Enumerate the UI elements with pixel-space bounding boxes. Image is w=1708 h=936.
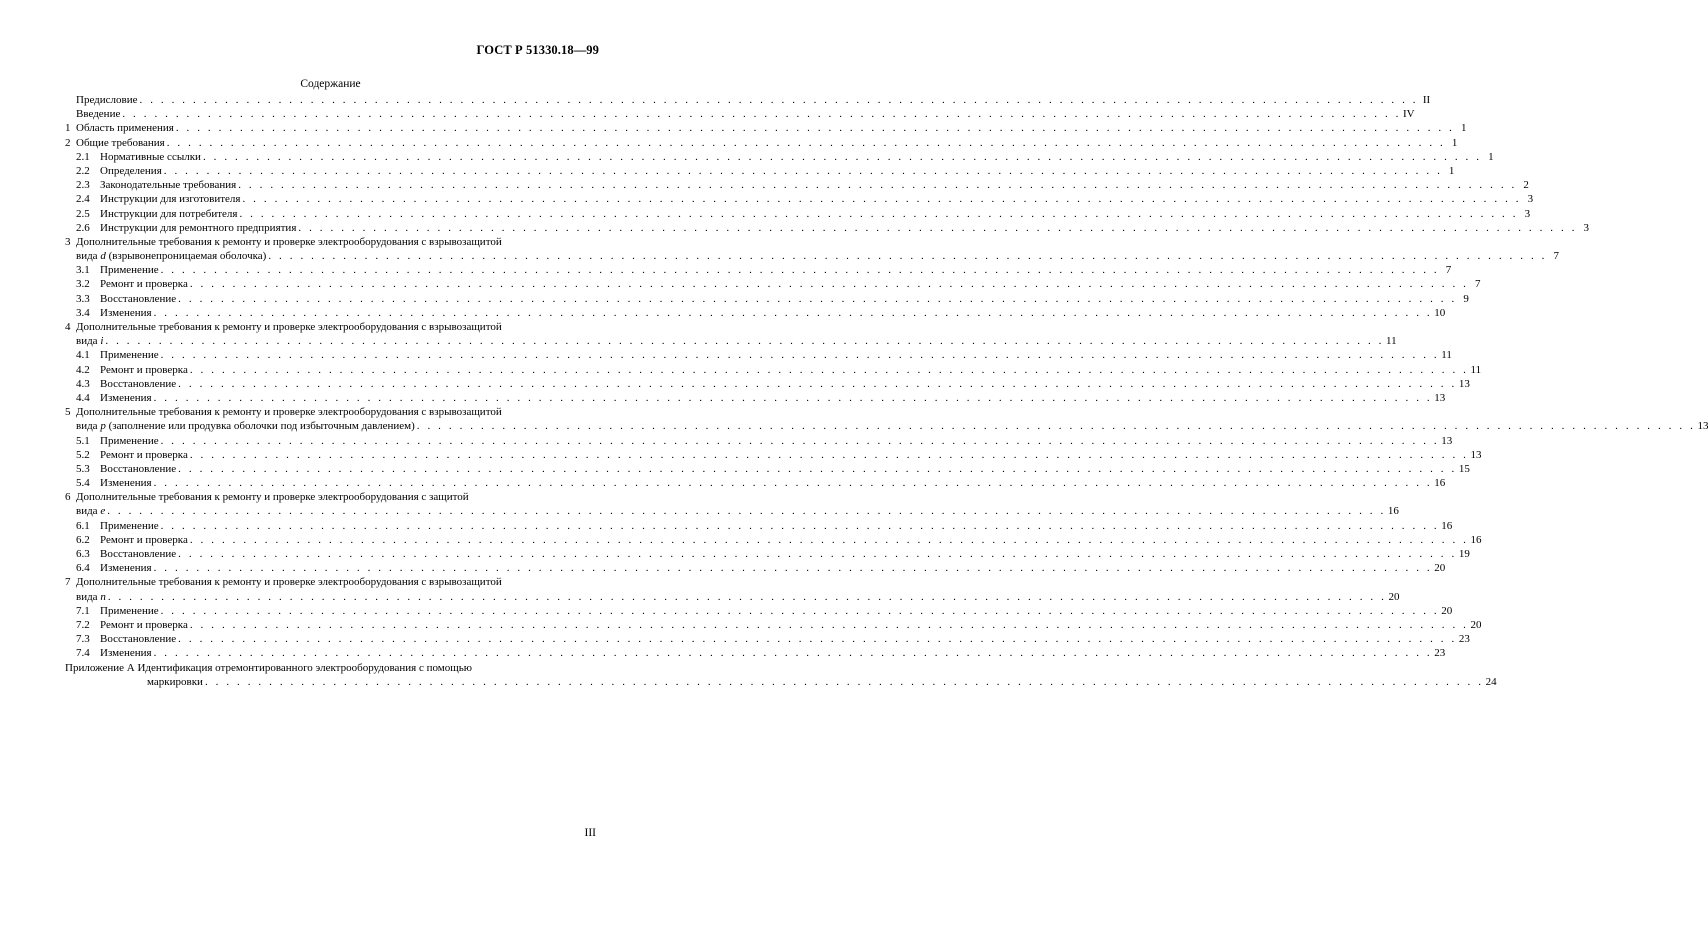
toc-entry[interactable] xyxy=(65,320,597,334)
toc-leader-dots: . . . . . . . . . . . . . . . . . . . . . . . . . . . . . . . . . . . . . . . . . . . . . . . . . . . . . . . . . . . . . . . . . . . . . . . . . . . . . . . . . . . . . . . . . . . . . . . . . . . . . . . . . . . . . . . . . . . . . . . . xyxy=(105,335,1385,348)
toc-entry[interactable] xyxy=(65,121,1467,135)
toc-leader-dots: . . . . . . . . . . . . . . . . . . . . . . . . . . . . . . . . . . . . . . . . . . . . . . . . . . . . . . . . . . . . . . . . . . . . . . . . . . . . . . . . . . . . . . . . . . . . . . . . . . . . . . . . . . . . . . . . . . . . . . . . xyxy=(178,462,1457,475)
toc-entry-page: 16 xyxy=(1441,519,1453,532)
toc-entry-label: Область применения xyxy=(76,122,174,135)
toc-leader-dots: . . . . . . . . . . . . . . . . . . . . . . . . . . . . . . . . . . . . . . . . . . . . . . . . . . . . . . . . . . . . . . . . . . . . . . . . . . . . . . . . . . . . . . . . . . . . . . . . . . . . . . . . . . . . . . . . . . . . . . . . xyxy=(160,604,1440,617)
toc-entry-page: 13 xyxy=(1697,420,1708,433)
toc-title: Содержание xyxy=(300,78,361,90)
toc-leader-dots: . . . . . . . . . . . . . . . . . . . . . . . . . . . . . . . . . . . . . . . . . . . . . . . . . . . . . . . . . . . . . . . . . . . . . . . . . . . . . . . . . . . . . . . . . . . . . . . . . . . . . . . . . . . . . . . . . . . . . . . . xyxy=(189,278,1469,291)
toc-entry[interactable] xyxy=(65,618,1482,632)
toc-leader-dots: . . . . . . . . . . . . . . . . . . . . . . . . . . . . . . . . . . . . . . . . . . . . . . . . . . . . . . . . . . . . . . . . . . . . . . . . . . . . . . . . . . . . . . . . . . . . . . . . . . . . . . . . . . . . . . . . . . . . . . . . xyxy=(268,250,1547,263)
toc-entry-label-prefix: вида xyxy=(76,420,101,433)
toc-entry-label: Дополнительные требования к ремонту и проверке электрооборудования с защитой xyxy=(76,491,469,504)
toc-entry-number: 4.1 xyxy=(76,349,90,362)
toc-entry[interactable] xyxy=(65,434,1453,448)
toc-leader-dots: . . . . . . . . . . . . . . . . . . . . . . . . . . . . . . . . . . . . . . . . . . . . . . . . . . . . . . . . . . . . . . . . . . . . . . . . . . . . . . . . . . . . . . . . . . . . . . . . . . . . . . . . . . . . . . . . . . . . . . . . xyxy=(153,647,1433,660)
toc-leader-dots: . . . . . . . . . . . . . . . . . . . . . . . . . . . . . . . . . . . . . . . . . . . . . . . . . . . . . . . . . . . . . . . . . . . . . . . . . . . . . . . . . . . . . . . . . . . . . . . . . . . . . . . . . . . . . . . . . . . . . . . . xyxy=(178,377,1457,390)
toc-entry-continuation xyxy=(65,334,1397,348)
toc-entry-number: 6.3 xyxy=(76,548,90,560)
toc-entry[interactable] xyxy=(65,391,1446,405)
toc-entry-label: Законодательные требования xyxy=(100,179,237,192)
toc-entry[interactable] xyxy=(65,150,1494,164)
toc-entry-number: 4.3 xyxy=(76,377,90,390)
toc-leader-dots: . . . . . . . . . . . . . . . . . . . . . . . . . . . . . . . . . . . . . . . . . . . . . . . . . . . . . . . . . . . . . . . . . . . . . . . . . . . . . . . . . . . . . . . . . . . . . . . . . . . . . . . . . . . . . . . . . . . . . . . . xyxy=(189,533,1469,546)
toc-leader-dots: . . . . . . . . . . . . . . . . . . . . . . . . . . . . . . . . . . . . . . . . . . . . . . . . . . . . . . . . . . . . . . . . . . . . . . . . . . . . . . . . . . . . . . . . . . . . . . . . . . . . . . . . . . . . . . . . . . . . . . . . xyxy=(242,193,1522,206)
toc-entry-label: Введение xyxy=(76,108,121,121)
toc-entry[interactable] xyxy=(65,646,1446,660)
toc-entry[interactable] xyxy=(65,207,1531,221)
toc-entry-page: 16 xyxy=(1470,533,1482,546)
toc-entry-number: 6.4 xyxy=(76,562,90,575)
toc-entry-label: Ремонт и проверка xyxy=(100,278,188,291)
toc-entry-label: Ремонт и проверка xyxy=(100,448,188,461)
toc-entry-label: Ремонт и проверка xyxy=(100,618,188,631)
toc-entry[interactable] xyxy=(65,561,1446,575)
toc-entry-number: 7 xyxy=(65,576,71,589)
toc-leader-dots: . . . . . . . . . . . . . . . . . . . . . . . . . . . . . . . . . . . . . . . . . . . . . . . . . . . . . . . . . . . . . . . . . . . . . . . . . . . . . . . . . . . . . . . . . . . . . . . . . . . . . . . . . . . . . . . . . . . . . . . . xyxy=(416,420,1696,433)
toc-entry-label-var: i xyxy=(100,335,104,348)
toc-entry-number: 2.5 xyxy=(76,207,90,220)
toc-entry-label-cont xyxy=(76,504,105,518)
toc-entry-page: 1 xyxy=(1451,136,1458,149)
toc-entry-page: 20 xyxy=(1388,590,1400,603)
toc-entry-page: 11 xyxy=(1386,335,1397,348)
toc-entry[interactable] xyxy=(65,476,1446,490)
toc-entry-page: 11 xyxy=(1470,363,1482,376)
toc-leader-dots: . . . . . . . . . . . . . . . . . . . . . . . . . . . . . . . . . . . . . . . . . . . . . . . . . . . . . . . . . . . . . . . . . . . . . . . . . . . . . . . . . . . . . . . . . . . . . . . . . . . . . . . . . . . . . . . . . . . . . . . . xyxy=(239,207,1519,220)
toc-entry[interactable] xyxy=(65,363,1482,377)
toc-leader-dots: . . . . . . . . . . . . . . . . . . . . . . . . . . . . . . . . . . . . . . . . . . . . . . . . . . . . . . . . . . . . . . . . . . . . . . . . . . . . . . . . . . . . . . . . . . . . . . . . . . . . . . . . . . . . . . . . . . . . . . . . xyxy=(175,122,1455,135)
toc-entry-page: 7 xyxy=(1475,278,1481,291)
toc-entry-label: Изменения xyxy=(100,647,152,660)
toc-entry-number: 2.4 xyxy=(76,193,90,206)
toc-entry-label-suffix: (взрывонепроницаемая оболочка) xyxy=(105,250,267,263)
toc-leader-dots: . . . . . . . . . . . . . . . . . . . . . . . . . . . . . . . . . . . . . . . . . . . . . . . . . . . . . . . . . . . . . . . . . . . . . . . . . . . . . . . . . . . . . . . . . . . . . . . . . . . . . . . . . . . . . . . . . . . . . . . . xyxy=(204,675,1484,688)
toc-entry-number: 5.1 xyxy=(76,434,90,447)
toc-entry-label: Дополнительные требования к ремонту и проверке электрооборудования с взрывозащитой xyxy=(76,406,502,419)
toc-entry[interactable] xyxy=(65,292,1469,306)
toc-entry-label: Восстановление xyxy=(100,633,177,646)
toc-entry-label: Инструкции для ремонтного предприятия xyxy=(100,221,297,234)
toc-entry-number: 3.3 xyxy=(76,292,90,305)
toc-entry[interactable] xyxy=(65,306,1446,320)
toc-entry-label: Дополнительные требования к ремонту и проверке электрооборудования с взрывозащитой xyxy=(76,321,502,333)
toc-entry-label-var: d xyxy=(100,250,106,263)
toc-leader-dots: . . . . . . . . . . . . . . . . . . . . . . . . . . . . . . . . . . . . . . . . . . . . . . . . . . . . . . . . . . . . . . . . . . . . . . . . . . . . . . . . . . . . . . . . . . . . . . . . . . . . . . . . . . . . . . . . . . . . . . . . xyxy=(153,306,1433,319)
page-number: III xyxy=(584,827,596,839)
toc-entry-number: 5.3 xyxy=(76,462,90,475)
toc-entry-label: Общие требования xyxy=(76,136,165,149)
toc-entry-number: 3 xyxy=(65,235,71,248)
toc-entry-number: 7.2 xyxy=(76,618,90,631)
toc-entry-number: 3.1 xyxy=(76,264,90,277)
toc-entry-page: 16 xyxy=(1387,505,1399,518)
toc-entry[interactable] xyxy=(65,235,597,249)
toc-entry-page: 20 xyxy=(1441,604,1453,617)
toc-entry[interactable] xyxy=(65,93,1431,107)
toc-leader-dots: . . . . . . . . . . . . . . . . . . . . . . . . . . . . . . . . . . . . . . . . . . . . . . . . . . . . . . . . . . . . . . . . . . . . . . . . . . . . . . . . . . . . . . . . . . . . . . . . . . . . . . . . . . . . . . . . . . . . . . . . xyxy=(160,519,1440,532)
toc-entry[interactable] xyxy=(65,604,1453,618)
toc-entry-page: 23 xyxy=(1434,647,1446,660)
toc-entry-page: II xyxy=(1422,94,1431,106)
toc-entry-label-cont xyxy=(76,419,415,433)
toc-leader-dots: . . . . . . . . . . . . . . . . . . . . . . . . . . . . . . . . . . . . . . . . . . . . . . . . . . . . . . . . . . . . . . . . . . . . . . . . . . . . . . . . . . . . . . . . . . . . . . . . . . . . . . . . . . . . . . . . . . . . . . . . xyxy=(122,108,1401,121)
toc-entry-number: 3.4 xyxy=(76,306,90,319)
toc-entry-label-prefix: вида xyxy=(76,250,101,263)
toc-leader-dots: . . . . . . . . . . . . . . . . . . . . . . . . . . . . . . . . . . . . . . . . . . . . . . . . . . . . . . . . . . . . . . . . . . . . . . . . . . . . . . . . . . . . . . . . . . . . . . . . . . . . . . . . . . . . . . . . . . . . . . . . xyxy=(189,618,1469,631)
toc-entry-label: Инструкции для изготовителя xyxy=(100,193,241,206)
toc-leader-dots: . . . . . . . . . . . . . . . . . . . . . . . . . . . . . . . . . . . . . . . . . . . . . . . . . . . . . . . . . . . . . . . . . . . . . . . . . . . . . . . . . . . . . . . . . . . . . . . . . . . . . . . . . . . . . . . . . . . . . . . . xyxy=(160,264,1440,277)
toc-entry[interactable] xyxy=(65,164,1455,178)
toc-entry-page: 2 xyxy=(1523,179,1529,192)
toc-entry-page: 19 xyxy=(1458,548,1470,560)
toc-entry-continuation xyxy=(65,419,1708,433)
toc-entry[interactable] xyxy=(65,377,1470,391)
toc-leader-dots: . . . . . . . . . . . . . . . . . . . . . . . . . . . . . . . . . . . . . . . . . . . . . . . . . . . . . . . . . . . . . . . . . . . . . . . . . . . . . . . . . . . . . . . . . . . . . . . . . . . . . . . . . . . . . . . . . . . . . . . . xyxy=(160,349,1440,362)
toc-entry-page: 7 xyxy=(1445,264,1452,277)
toc-entry[interactable] xyxy=(65,448,1482,462)
toc-entry-number: 2.6 xyxy=(76,221,90,234)
toc-entry[interactable] xyxy=(65,277,1481,291)
toc-entry[interactable] xyxy=(65,462,1470,476)
toc-entry-label-cont xyxy=(147,675,203,689)
toc-entry-page: 1 xyxy=(1448,164,1455,177)
toc-entry-number: 7.1 xyxy=(76,604,90,617)
toc-entry-page: 1 xyxy=(1488,150,1494,163)
toc-entry-label-cont xyxy=(76,334,103,348)
toc-entry-page: 13 xyxy=(1434,391,1446,404)
toc-entry-number: 2.2 xyxy=(76,164,90,177)
toc-entry-label-var: p xyxy=(100,420,106,433)
toc-entry[interactable] xyxy=(65,107,1415,121)
toc-entry-label: Применение xyxy=(100,604,159,617)
toc-entry[interactable] xyxy=(65,263,1452,277)
toc-leader-dots: . . . . . . . . . . . . . . . . . . . . . . . . . . . . . . . . . . . . . . . . . . . . . . . . . . . . . . . . . . . . . . . . . . . . . . . . . . . . . . . . . . . . . . . . . . . . . . . . . . . . . . . . . . . . . . . . . . . . . . . . xyxy=(160,434,1440,447)
toc-entry-label-var: n xyxy=(100,590,106,603)
toc-entry-page: IV xyxy=(1403,108,1415,121)
toc-entry[interactable] xyxy=(65,405,597,419)
toc-leader-dots: . . . . . . . . . . . . . . . . . . . . . . . . . . . . . . . . . . . . . . . . . . . . . . . . . . . . . . . . . . . . . . . . . . . . . . . . . . . . . . . . . . . . . . . . . . . . . . . . . . . . . . . . . . . . . . . . . . . . . . . . xyxy=(166,136,1446,149)
toc-entry[interactable] xyxy=(65,136,1458,150)
toc-entry[interactable] xyxy=(65,490,597,504)
toc-entry-label: Восстановление xyxy=(100,548,177,560)
toc-entry-number: 3.2 xyxy=(76,278,90,291)
toc-entry-label-cont xyxy=(76,249,266,263)
toc-leader-dots: . . . . . . . . . . . . . . . . . . . . . . . . . . . . . . . . . . . . . . . . . . . . . . . . . . . . . . . . . . . . . . . . . . . . . . . . . . . . . . . . . . . . . . . . . . . . . . . . . . . . . . . . . . . . . . . . . . . . . . . . xyxy=(153,477,1433,490)
toc-entry-label: Восстановление xyxy=(100,292,177,305)
toc-entry-label: Восстановление xyxy=(100,462,177,475)
toc-entry-number: 2.1 xyxy=(76,150,90,163)
toc-leader-dots: . . . . . . . . . . . . . . . . . . . . . . . . . . . . . . . . . . . . . . . . . . . . . . . . . . . . . . . . . . . . . . . . . . . . . . . . . . . . . . . . . . . . . . . . . . . . . . . . . . . . . . . . . . . . . . . . . . . . . . . . xyxy=(163,164,1443,177)
toc-entry[interactable] xyxy=(65,661,597,675)
toc-entry-label-prefix: вида xyxy=(76,590,101,603)
toc-leader-dots: . . . . . . . . . . . . . . . . . . . . . . . . . . . . . . . . . . . . . . . . . . . . . . . . . . . . . . . . . . . . . . . . . . . . . . . . . . . . . . . . . . . . . . . . . . . . . . . . . . . . . . . . . . . . . . . . . . . . . . . . xyxy=(178,292,1457,305)
toc-entry-label: Восстановление xyxy=(100,377,177,390)
toc-entry-label: Применение xyxy=(100,434,159,447)
toc-entry-label: Применение xyxy=(100,264,159,277)
toc-entry-label-prefix: вида xyxy=(76,505,101,518)
toc-entry-continuation xyxy=(65,504,1399,518)
toc-entry-number: 5 xyxy=(65,406,71,419)
toc-entry[interactable] xyxy=(65,533,1482,547)
toc-entry-label: Изменения xyxy=(100,391,152,404)
toc-entry-number: 7.3 xyxy=(76,633,90,646)
toc-entry-label-var: e xyxy=(100,505,106,518)
toc-entry-number: 5.2 xyxy=(76,448,90,461)
toc-entry-page: 11 xyxy=(1441,349,1452,362)
toc-entry[interactable] xyxy=(65,519,1453,533)
toc-entry-number: 4 xyxy=(65,321,71,333)
toc-entry[interactable] xyxy=(65,632,1470,646)
toc-entry[interactable] xyxy=(65,575,597,589)
toc-entry-label: Предисловие xyxy=(76,94,138,106)
toc-leader-dots: . . . . . . . . . . . . . . . . . . . . . . . . . . . . . . . . . . . . . . . . . . . . . . . . . . . . . . . . . . . . . . . . . . . . . . . . . . . . . . . . . . . . . . . . . . . . . . . . . . . . . . . . . . . . . . . . . . . . . . . . xyxy=(189,448,1469,461)
toc-entry-label: Определения xyxy=(100,164,162,177)
toc-entry-label: Изменения xyxy=(100,306,152,319)
toc-entry-page: 10 xyxy=(1434,306,1446,319)
toc-entry-page: 20 xyxy=(1434,562,1446,575)
toc-entry-label-suffix: (заполнение или продувка оболочки под избыточным давлением) xyxy=(105,420,415,433)
toc-entry-label-cont xyxy=(76,590,106,604)
toc-entry-label: Применение xyxy=(100,349,159,362)
toc-leader-dots: . . . . . . . . . . . . . . . . . . . . . . . . . . . . . . . . . . . . . . . . . . . . . . . . . . . . . . . . . . . . . . . . . . . . . . . . . . . . . . . . . . . . . . . . . . . . . . . . . . . . . . . . . . . . . . . . . . . . . . . . xyxy=(238,179,1517,192)
toc-entry-label: Приложение А Идентификация отремонтированного электрооборудования с помощью xyxy=(65,661,472,674)
toc-leader-dots: . . . . . . . . . . . . . . . . . . . . . . . . . . . . . . . . . . . . . . . . . . . . . . . . . . . . . . . . . . . . . . . . . . . . . . . . . . . . . . . . . . . . . . . . . . . . . . . . . . . . . . . . . . . . . . . . . . . . . . . . xyxy=(153,562,1433,575)
toc-entry[interactable] xyxy=(65,221,1590,235)
toc-entry-number: 6.2 xyxy=(76,533,90,546)
toc-entry-page: 3 xyxy=(1524,207,1531,220)
toc-entry-number: 2.3 xyxy=(76,179,90,192)
toc-leader-dots: . . . . . . . . . . . . . . . . . . . . . . . . . . . . . . . . . . . . . . . . . . . . . . . . . . . . . . . . . . . . . . . . . . . . . . . . . . . . . . . . . . . . . . . . . . . . . . . . . . . . . . . . . . . . . . . . . . . . . . . . xyxy=(107,505,1386,518)
toc-leader-dots: . . . . . . . . . . . . . . . . . . . . . . . . . . . . . . . . . . . . . . . . . . . . . . . . . . . . . . . . . . . . . . . . . . . . . . . . . . . . . . . . . . . . . . . . . . . . . . . . . . . . . . . . . . . . . . . . . . . . . . . . xyxy=(139,94,1419,106)
table-of-contents xyxy=(65,93,1708,689)
toc-entry-continuation xyxy=(65,675,1497,689)
toc-entry-number: 2 xyxy=(65,136,71,149)
toc-entry-page: 13 xyxy=(1458,377,1470,390)
toc-entry-page: 9 xyxy=(1463,292,1469,305)
toc-leader-dots: . . . . . . . . . . . . . . . . . . . . . . . . . . . . . . . . . . . . . . . . . . . . . . . . . . . . . . . . . . . . . . . . . . . . . . . . . . . . . . . . . . . . . . . . . . . . . . . . . . . . . . . . . . . . . . . . . . . . . . . . xyxy=(298,221,1578,234)
toc-entry-label: Дополнительные требования к ремонту и проверке электрооборудования с взрывозащитой xyxy=(76,576,502,589)
toc-entry-page: 24 xyxy=(1485,675,1497,688)
toc-entry-label: Применение xyxy=(100,519,159,532)
toc-entry-page: 3 xyxy=(1583,221,1590,234)
toc-entry-label-prefix: маркировки xyxy=(147,675,203,688)
document-number: ГОСТ Р 51330.18—99 xyxy=(476,43,599,57)
toc-leader-dots: . . . . . . . . . . . . . . . . . . . . . . . . . . . . . . . . . . . . . . . . . . . . . . . . . . . . . . . . . . . . . . . . . . . . . . . . . . . . . . . . . . . . . . . . . . . . . . . . . . . . . . . . . . . . . . . . . . . . . . . . xyxy=(107,590,1387,603)
toc-entry-page: 3 xyxy=(1527,193,1534,206)
toc-entry-label: Ремонт и проверка xyxy=(100,533,188,546)
toc-entry-page: 20 xyxy=(1470,618,1482,631)
toc-entry-continuation xyxy=(65,249,1559,263)
toc-leader-dots: . . . . . . . . . . . . . . . . . . . . . . . . . . . . . . . . . . . . . . . . . . . . . . . . . . . . . . . . . . . . . . . . . . . . . . . . . . . . . . . . . . . . . . . . . . . . . . . . . . . . . . . . . . . . . . . . . . . . . . . . xyxy=(178,633,1457,646)
toc-entry-number: 5.4 xyxy=(76,477,90,490)
toc-entry-label-prefix: вида xyxy=(76,335,101,348)
toc-entry-number: 6 xyxy=(65,491,71,504)
toc-entry-page: 13 xyxy=(1470,448,1482,461)
toc-entry-number: 4.2 xyxy=(76,363,90,376)
toc-entry-page: 7 xyxy=(1553,250,1559,263)
toc-entry-label: Изменения xyxy=(100,477,152,490)
toc-leader-dots: . . . . . . . . . . . . . . . . . . . . . . . . . . . . . . . . . . . . . . . . . . . . . . . . . . . . . . . . . . . . . . . . . . . . . . . . . . . . . . . . . . . . . . . . . . . . . . . . . . . . . . . . . . . . . . . . . . . . . . . . xyxy=(153,391,1433,404)
toc-entry-number: 1 xyxy=(65,122,71,135)
toc-leader-dots: . . . . . . . . . . . . . . . . . . . . . . . . . . . . . . . . . . . . . . . . . . . . . . . . . . . . . . . . . . . . . . . . . . . . . . . . . . . . . . . . . . . . . . . . . . . . . . . . . . . . . . . . . . . . . . . . . . . . . . . . xyxy=(189,363,1469,376)
toc-entry[interactable] xyxy=(65,178,1529,192)
toc-entry-page: 13 xyxy=(1441,434,1453,447)
toc-entry-label: Нормативные ссылки xyxy=(100,150,201,163)
toc-entry[interactable] xyxy=(65,192,1534,206)
toc-entry-label: Ремонт и проверка xyxy=(100,363,188,376)
toc-entry-page: 16 xyxy=(1434,477,1446,490)
toc-entry[interactable] xyxy=(65,348,1452,362)
toc-entry-continuation xyxy=(65,590,1400,604)
toc-entry-number: 4.4 xyxy=(76,391,90,404)
toc-entry-page: 15 xyxy=(1458,462,1470,475)
toc-entry-page: 23 xyxy=(1458,633,1470,646)
toc-entry-label: Дополнительные требования к ремонту и проверке электрооборудования с взрывозащитой xyxy=(76,235,502,248)
toc-leader-dots: . . . . . . . . . . . . . . . . . . . . . . . . . . . . . . . . . . . . . . . . . . . . . . . . . . . . . . . . . . . . . . . . . . . . . . . . . . . . . . . . . . . . . . . . . . . . . . . . . . . . . . . . . . . . . . . . . . . . . . . . xyxy=(178,548,1457,560)
toc-entry-page: 1 xyxy=(1460,122,1467,135)
toc-entry-label: Инструкции для потребителя xyxy=(100,207,238,220)
toc-entry-number: 6.1 xyxy=(76,519,90,532)
toc-leader-dots: . . . . . . . . . . . . . . . . . . . . . . . . . . . . . . . . . . . . . . . . . . . . . . . . . . . . . . . . . . . . . . . . . . . . . . . . . . . . . . . . . . . . . . . . . . . . . . . . . . . . . . . . . . . . . . . . . . . . . . . . xyxy=(202,150,1482,163)
toc-entry-label: Изменения xyxy=(100,562,152,575)
toc-entry-number: 7.4 xyxy=(76,647,90,660)
toc-entry[interactable] xyxy=(65,547,1470,561)
